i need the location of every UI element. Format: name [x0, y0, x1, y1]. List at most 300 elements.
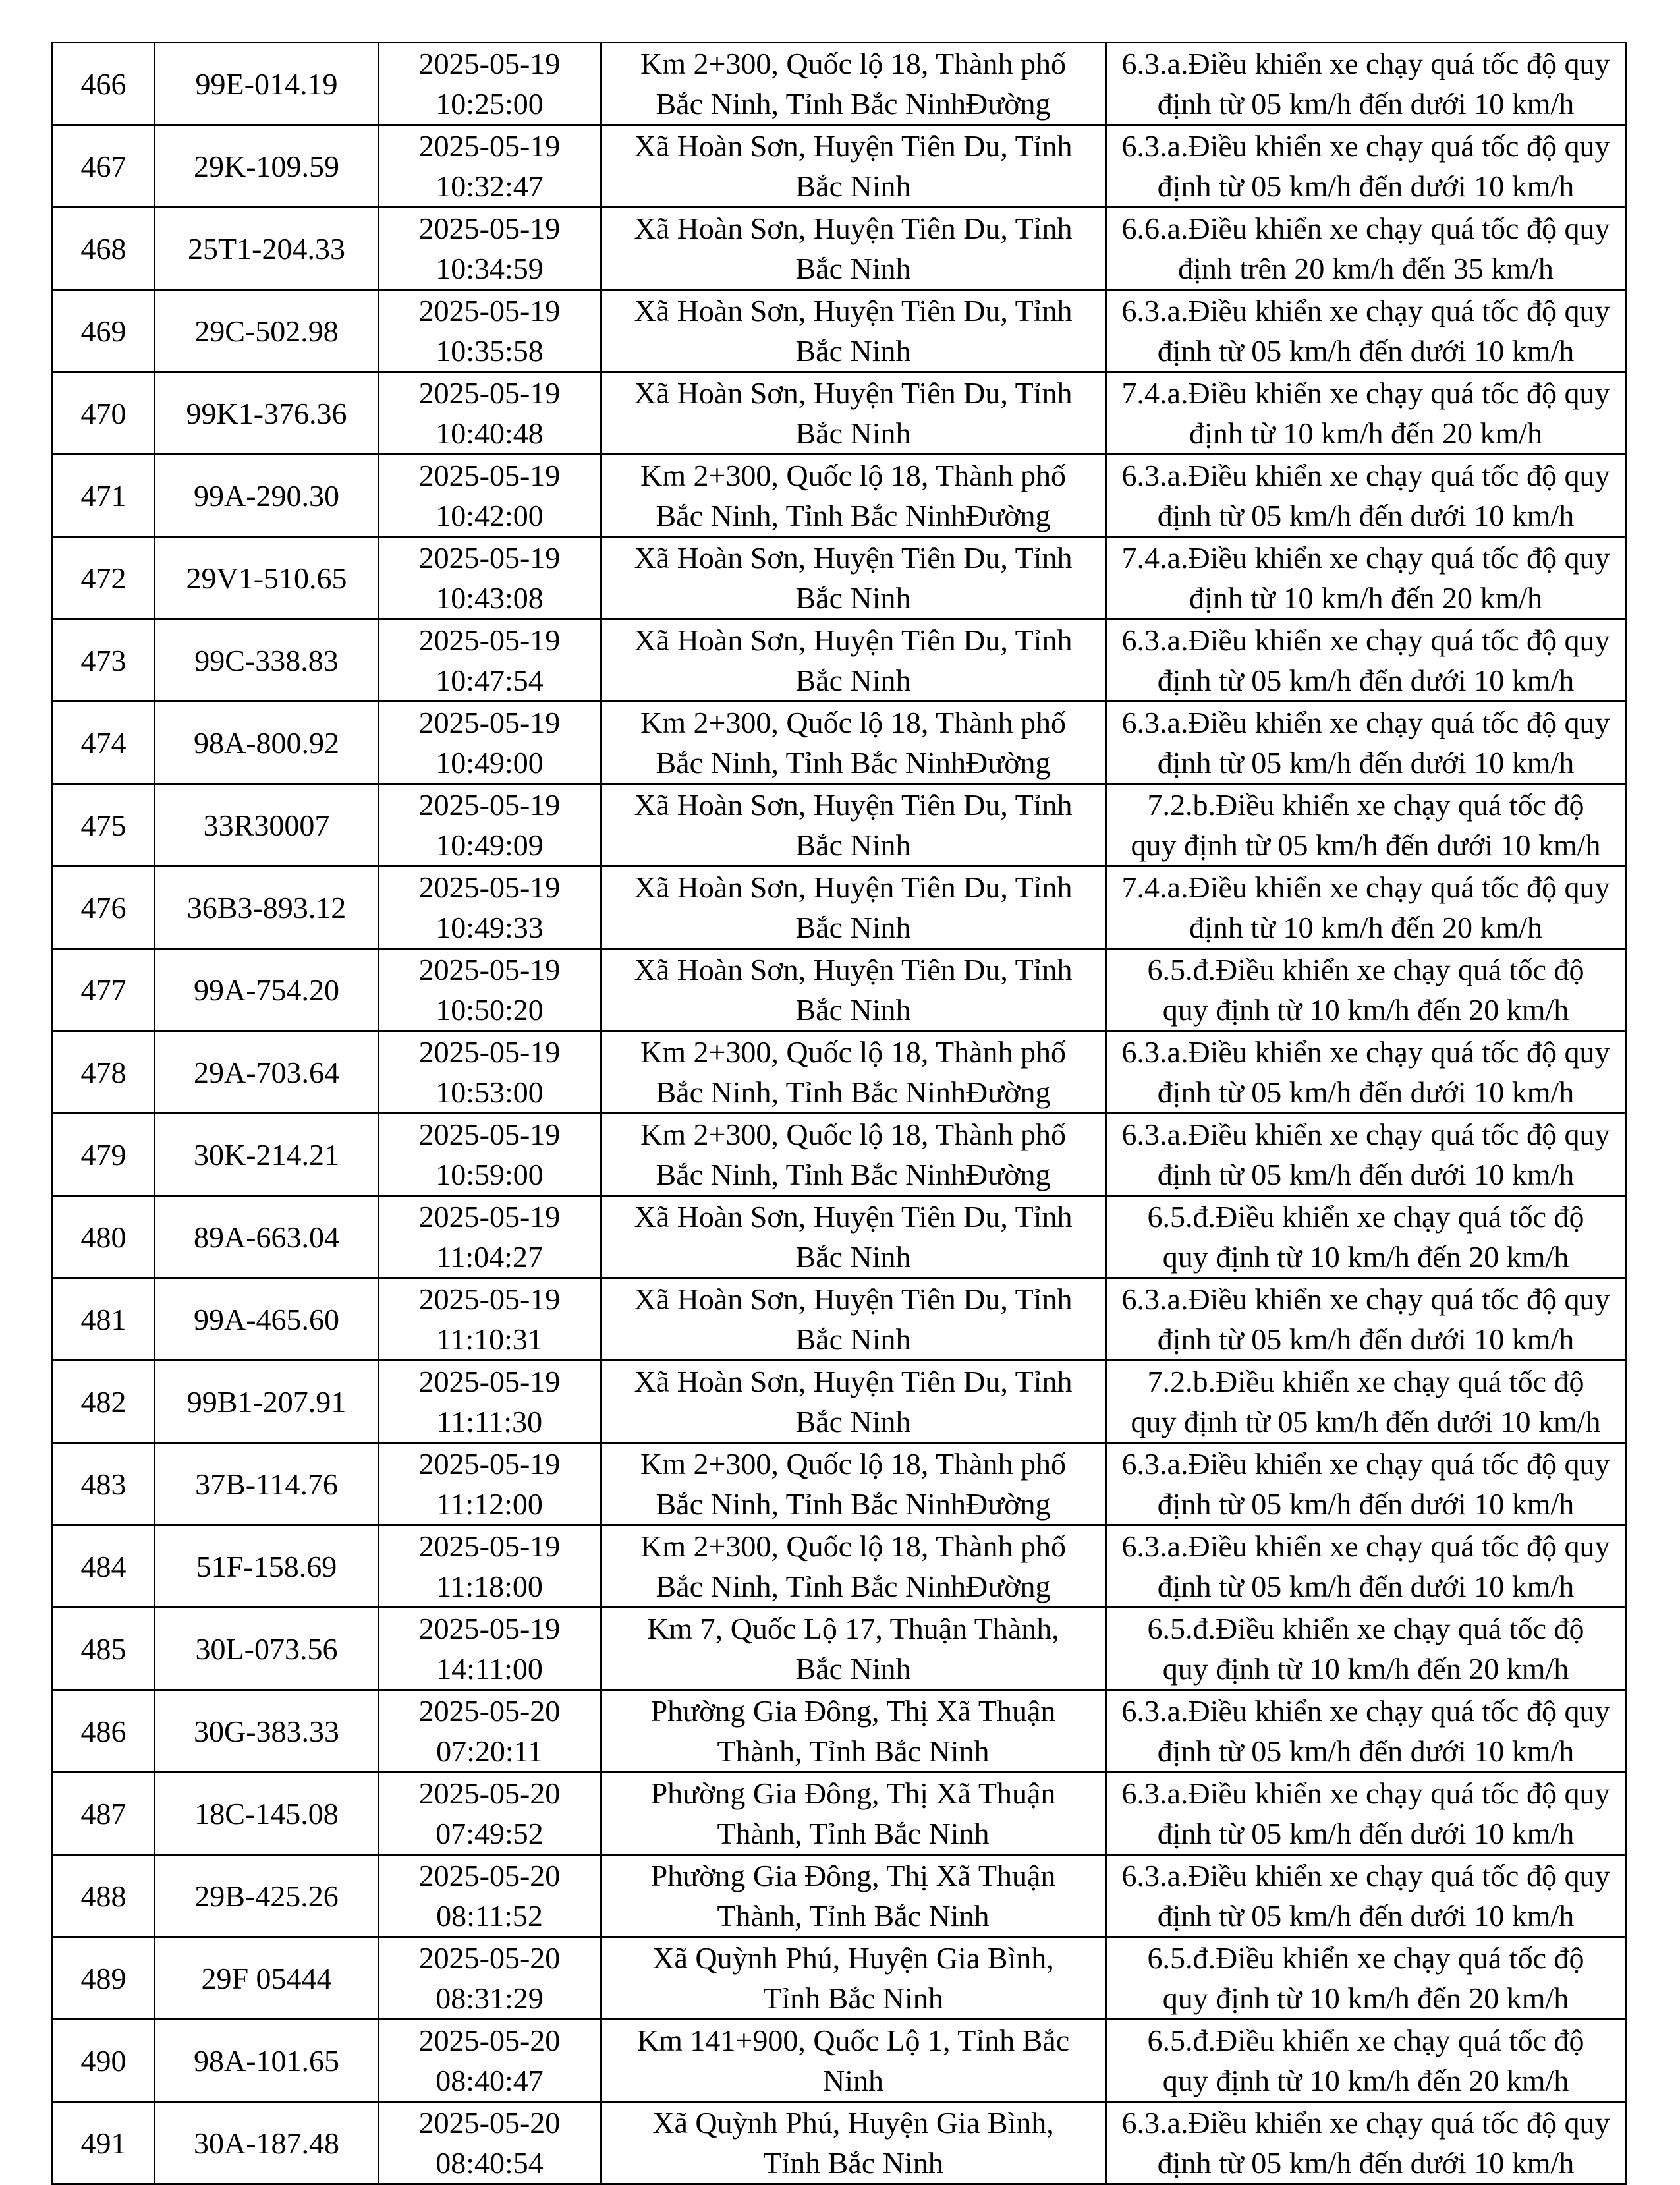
license-plate-cell: 89A-663.04: [155, 1196, 379, 1278]
row-number-cell: 490: [53, 2020, 155, 2102]
datetime-cell: [379, 1443, 601, 1525]
datetime-cell: [379, 1937, 601, 2020]
violation-line: 6.5.đ.Điều khiển xe chạy quá tốc độ: [1147, 2024, 1584, 2057]
violation-date: 2025-05-19: [418, 212, 561, 245]
violation-cell: [1106, 1443, 1626, 1525]
location-line: Bắc Ninh: [795, 1240, 911, 1274]
violation-line: 6.3.a.Điều khiển xe chạy quá tốc độ quy: [1121, 2106, 1610, 2140]
table-row: [53, 2020, 1626, 2102]
row-number-cell: 487: [53, 1773, 155, 1855]
violation-date: 2025-05-19: [418, 459, 561, 492]
violation-time: 10:34:59: [435, 252, 544, 285]
location-cell: [601, 372, 1106, 455]
location-cell: [601, 784, 1106, 866]
violation-line: 6.3.a.Điều khiển xe chạy quá tốc độ quy: [1121, 1447, 1610, 1481]
violation-cell: [1106, 372, 1626, 455]
location-line: Bắc Ninh: [795, 993, 911, 1027]
location-line: Xã Hoàn Sơn, Huyện Tiên Du, Tỉnh: [634, 623, 1073, 657]
location-cell: [601, 1525, 1106, 1608]
violation-time: 10:25:00: [435, 87, 544, 121]
violation-cell: [1106, 1855, 1626, 1937]
violation-cell: [1106, 1608, 1626, 1690]
license-plate-cell: 99A-754.20: [155, 949, 379, 1031]
violation-line: 6.5.đ.Điều khiển xe chạy quá tốc độ: [1147, 1612, 1584, 1645]
table-row: [53, 125, 1626, 208]
violation-line: 6.3.a.Điều khiển xe chạy quá tốc độ quy: [1121, 129, 1610, 163]
datetime-cell: [379, 125, 601, 208]
violation-line: 7.4.a.Điều khiển xe chạy quá tốc độ quy: [1121, 376, 1610, 410]
violation-cell: [1106, 866, 1626, 949]
violation-time: 11:04:27: [436, 1240, 543, 1274]
license-plate-cell: 99A-465.60: [155, 1278, 379, 1361]
violation-line: 6.3.a.Điều khiển xe chạy quá tốc độ quy: [1121, 1282, 1610, 1316]
location-line: Xã Hoàn Sơn, Huyện Tiên Du, Tỉnh: [634, 129, 1073, 163]
violation-date: 2025-05-20: [418, 1776, 561, 1810]
table-row: [53, 208, 1626, 290]
location-line: Bắc Ninh: [795, 252, 911, 285]
table-row: [53, 43, 1626, 125]
datetime-cell: [379, 537, 601, 619]
violation-time: 10:42:00: [435, 499, 544, 532]
violation-table-body: [53, 43, 1626, 2184]
violation-table-container: [51, 42, 1625, 2185]
violation-table: [51, 42, 1627, 2185]
violation-line: quy định từ 10 km/h đến 20 km/h: [1162, 1652, 1569, 1686]
row-number-cell: 486: [53, 1690, 155, 1773]
datetime-cell: [379, 1031, 601, 1114]
location-line: Bắc Ninh, Tỉnh Bắc NinhĐường: [656, 1158, 1051, 1191]
violation-line: 6.3.a.Điều khiển xe chạy quá tốc độ quy: [1121, 623, 1610, 657]
location-line: Bắc Ninh: [795, 664, 911, 697]
violation-line: 7.2.b.Điều khiển xe chạy quá tốc độ: [1147, 1365, 1584, 1398]
violation-line: quy định từ 10 km/h đến 20 km/h: [1162, 993, 1569, 1027]
datetime-cell: [379, 1608, 601, 1690]
violation-line: 6.3.a.Điều khiển xe chạy quá tốc độ quy: [1121, 47, 1610, 80]
location-line: Km 2+300, Quốc lộ 18, Thành phố: [640, 1529, 1067, 1563]
table-row: [53, 372, 1626, 455]
location-line: Ninh: [823, 2064, 883, 2097]
row-number-cell: 485: [53, 1608, 155, 1690]
license-plate-cell: 29F 05444: [155, 1937, 379, 2020]
violation-date: 2025-05-20: [418, 2106, 561, 2140]
table-row: [53, 1855, 1626, 1937]
violation-time: 10:59:00: [435, 1158, 544, 1191]
license-plate-cell: 30G-383.33: [155, 1690, 379, 1773]
violation-cell: [1106, 1278, 1626, 1361]
row-number-cell: 472: [53, 537, 155, 619]
violation-cell: [1106, 1114, 1626, 1196]
violation-cell: [1106, 290, 1626, 372]
datetime-cell: [379, 290, 601, 372]
violation-line: định từ 05 km/h đến dưới 10 km/h: [1157, 1075, 1575, 1109]
license-plate-cell: 98A-101.65: [155, 2020, 379, 2102]
violation-cell: [1106, 1690, 1626, 1773]
violation-date: 2025-05-19: [418, 541, 561, 575]
table-row: [53, 702, 1626, 784]
location-line: Xã Hoàn Sơn, Huyện Tiên Du, Tỉnh: [634, 541, 1073, 575]
license-plate-cell: 99E-014.19: [155, 43, 379, 125]
location-line: Xã Hoàn Sơn, Huyện Tiên Du, Tỉnh: [634, 870, 1073, 904]
violation-cell: [1106, 784, 1626, 866]
row-number-cell: 478: [53, 1031, 155, 1114]
table-row: [53, 1196, 1626, 1278]
violation-line: 6.3.a.Điều khiển xe chạy quá tốc độ quy: [1121, 1035, 1610, 1069]
license-plate-cell: 29B-425.26: [155, 1855, 379, 1937]
violation-date: 2025-05-19: [418, 1612, 561, 1645]
location-cell: [601, 2102, 1106, 2184]
row-number-cell: 473: [53, 619, 155, 702]
location-line: Tỉnh Bắc Ninh: [763, 1981, 943, 2015]
datetime-cell: [379, 372, 601, 455]
location-line: Thành, Tỉnh Bắc Ninh: [717, 1734, 990, 1768]
violation-cell: [1106, 1525, 1626, 1608]
violation-line: định từ 05 km/h đến dưới 10 km/h: [1157, 746, 1575, 780]
license-plate-cell: 29C-502.98: [155, 290, 379, 372]
datetime-cell: [379, 784, 601, 866]
violation-cell: [1106, 949, 1626, 1031]
location-cell: [601, 1031, 1106, 1114]
location-cell: [601, 1114, 1106, 1196]
violation-cell: [1106, 619, 1626, 702]
violation-line: 6.3.a.Điều khiển xe chạy quá tốc độ quy: [1121, 1859, 1610, 1892]
location-line: Bắc Ninh, Tỉnh Bắc NinhĐường: [656, 87, 1051, 121]
row-number-cell: 484: [53, 1525, 155, 1608]
location-line: Bắc Ninh, Tỉnh Bắc NinhĐường: [656, 499, 1051, 532]
violation-date: 2025-05-19: [418, 47, 561, 80]
violation-line: 7.4.a.Điều khiển xe chạy quá tốc độ quy: [1121, 870, 1610, 904]
violation-line: định từ 05 km/h đến dưới 10 km/h: [1157, 1734, 1575, 1768]
table-row: [53, 1773, 1626, 1855]
table-row: [53, 1278, 1626, 1361]
violation-date: 2025-05-19: [418, 953, 561, 986]
location-line: Xã Hoàn Sơn, Huyện Tiên Du, Tỉnh: [634, 294, 1073, 327]
location-line: Bắc Ninh: [795, 416, 911, 450]
license-plate-cell: 37B-114.76: [155, 1443, 379, 1525]
violation-time: 11:18:00: [436, 1570, 543, 1603]
violation-date: 2025-05-19: [418, 294, 561, 327]
violation-line: định từ 10 km/h đến 20 km/h: [1189, 581, 1543, 615]
violation-date: 2025-05-20: [418, 1941, 561, 1975]
license-plate-cell: 29K-109.59: [155, 125, 379, 208]
location-line: Km 2+300, Quốc lộ 18, Thành phố: [640, 47, 1067, 80]
row-number-cell: 474: [53, 702, 155, 784]
violation-time: 10:49:09: [435, 828, 544, 862]
location-line: Bắc Ninh, Tỉnh Bắc NinhĐường: [656, 746, 1051, 780]
location-cell: [601, 1443, 1106, 1525]
location-cell: [601, 1278, 1106, 1361]
violation-line: 6.5.đ.Điều khiển xe chạy quá tốc độ: [1147, 953, 1584, 986]
location-line: Xã Hoàn Sơn, Huyện Tiên Du, Tỉnh: [634, 1282, 1073, 1316]
violation-line: định từ 05 km/h đến dưới 10 km/h: [1157, 1817, 1575, 1850]
datetime-cell: [379, 1114, 601, 1196]
license-plate-cell: 99K1-376.36: [155, 372, 379, 455]
location-line: Bắc Ninh: [795, 169, 911, 203]
datetime-cell: [379, 2102, 601, 2184]
violation-line: định từ 10 km/h đến 20 km/h: [1189, 416, 1543, 450]
violation-date: 2025-05-20: [418, 1694, 561, 1728]
datetime-cell: [379, 1196, 601, 1278]
violation-line: 6.3.a.Điều khiển xe chạy quá tốc độ quy: [1121, 459, 1610, 492]
location-line: Km 141+900, Quốc Lộ 1, Tỉnh Bắc: [636, 2024, 1070, 2057]
datetime-cell: [379, 1361, 601, 1443]
violation-date: 2025-05-19: [418, 788, 561, 822]
violation-line: định từ 05 km/h đến dưới 10 km/h: [1157, 1158, 1575, 1191]
license-plate-cell: 51F-158.69: [155, 1525, 379, 1608]
location-line: Bắc Ninh: [795, 1652, 911, 1686]
violation-time: 11:12:00: [436, 1487, 543, 1521]
violation-line: định từ 05 km/h đến dưới 10 km/h: [1157, 1487, 1575, 1521]
location-line: Xã Hoàn Sơn, Huyện Tiên Du, Tỉnh: [634, 376, 1073, 410]
violation-line: 6.3.a.Điều khiển xe chạy quá tốc độ quy: [1121, 1529, 1610, 1563]
datetime-cell: [379, 949, 601, 1031]
table-row: [53, 949, 1626, 1031]
violation-time: 08:31:29: [435, 1981, 544, 2015]
location-cell: [601, 208, 1106, 290]
violation-line: 6.6.a.Điều khiển xe chạy quá tốc độ quy: [1121, 212, 1610, 245]
datetime-cell: [379, 1773, 601, 1855]
row-number-cell: 475: [53, 784, 155, 866]
location-line: Xã Hoàn Sơn, Huyện Tiên Du, Tỉnh: [634, 788, 1073, 822]
row-number-cell: 467: [53, 125, 155, 208]
violation-cell: [1106, 43, 1626, 125]
location-line: Bắc Ninh: [795, 911, 911, 944]
location-cell: [601, 1690, 1106, 1773]
violation-line: 6.3.a.Điều khiển xe chạy quá tốc độ quy: [1121, 1118, 1610, 1151]
row-number-cell: 479: [53, 1114, 155, 1196]
location-cell: [601, 866, 1106, 949]
location-line: Phường Gia Đông, Thị Xã Thuận: [650, 1859, 1056, 1892]
license-plate-cell: 99C-338.83: [155, 619, 379, 702]
row-number-cell: 470: [53, 372, 155, 455]
location-line: Xã Quỳnh Phú, Huyện Gia Bình,: [652, 2106, 1054, 2140]
violation-line: quy định từ 10 km/h đến 20 km/h: [1162, 1240, 1569, 1274]
violation-line: 6.3.a.Điều khiển xe chạy quá tốc độ quy: [1121, 294, 1610, 327]
datetime-cell: [379, 455, 601, 537]
violation-cell: [1106, 2102, 1626, 2184]
row-number-cell: 481: [53, 1278, 155, 1361]
datetime-cell: [379, 1278, 601, 1361]
location-line: Bắc Ninh, Tỉnh Bắc NinhĐường: [656, 1075, 1051, 1109]
location-line: Xã Hoàn Sơn, Huyện Tiên Du, Tỉnh: [634, 212, 1073, 245]
datetime-cell: [379, 866, 601, 949]
violation-line: quy định từ 05 km/h đến dưới 10 km/h: [1131, 1405, 1601, 1438]
location-cell: [601, 1196, 1106, 1278]
location-line: Bắc Ninh: [795, 1322, 911, 1356]
violation-line: định từ 05 km/h đến dưới 10 km/h: [1157, 334, 1575, 368]
location-line: Xã Hoàn Sơn, Huyện Tiên Du, Tỉnh: [634, 1200, 1073, 1234]
row-number-cell: 491: [53, 2102, 155, 2184]
location-line: Xã Hoàn Sơn, Huyện Tiên Du, Tỉnh: [634, 1365, 1073, 1398]
datetime-cell: [379, 702, 601, 784]
location-cell: [601, 949, 1106, 1031]
violation-cell: [1106, 537, 1626, 619]
row-number-cell: 483: [53, 1443, 155, 1525]
violation-line: định từ 05 km/h đến dưới 10 km/h: [1157, 1899, 1575, 1933]
violation-line: 6.3.a.Điều khiển xe chạy quá tốc độ quy: [1121, 1776, 1610, 1810]
location-cell: [601, 43, 1106, 125]
violation-date: 2025-05-19: [418, 706, 561, 739]
violation-cell: [1106, 1361, 1626, 1443]
violation-time: 10:40:48: [435, 416, 544, 450]
violation-cell: [1106, 208, 1626, 290]
row-number-cell: 471: [53, 455, 155, 537]
row-number-cell: 480: [53, 1196, 155, 1278]
location-line: Tỉnh Bắc Ninh: [763, 2146, 943, 2180]
violation-line: định từ 10 km/h đến 20 km/h: [1189, 911, 1543, 944]
license-plate-cell: 30A-187.48: [155, 2102, 379, 2184]
table-row: [53, 455, 1626, 537]
license-plate-cell: 98A-800.92: [155, 702, 379, 784]
location-line: Bắc Ninh: [795, 334, 911, 368]
license-plate-cell: 25T1-204.33: [155, 208, 379, 290]
datetime-cell: [379, 43, 601, 125]
location-line: Xã Quỳnh Phú, Huyện Gia Bình,: [652, 1941, 1054, 1975]
location-cell: [601, 702, 1106, 784]
license-plate-cell: 99A-290.30: [155, 455, 379, 537]
violation-line: 6.3.a.Điều khiển xe chạy quá tốc độ quy: [1121, 1694, 1610, 1728]
violation-cell: [1106, 455, 1626, 537]
table-row: [53, 1361, 1626, 1443]
violation-line: quy định từ 10 km/h đến 20 km/h: [1162, 1981, 1569, 2015]
violation-cell: [1106, 1937, 1626, 2020]
location-line: Bắc Ninh: [795, 581, 911, 615]
violation-cell: [1106, 1773, 1626, 1855]
violation-date: 2025-05-19: [418, 1282, 561, 1316]
location-cell: [601, 1773, 1106, 1855]
location-cell: [601, 125, 1106, 208]
license-plate-cell: 29A-703.64: [155, 1031, 379, 1114]
violation-date: 2025-05-20: [418, 1859, 561, 1892]
violation-line: 6.5.đ.Điều khiển xe chạy quá tốc độ: [1147, 1200, 1584, 1234]
datetime-cell: [379, 1855, 601, 1937]
row-number-cell: 466: [53, 43, 155, 125]
location-line: Phường Gia Đông, Thị Xã Thuận: [650, 1776, 1056, 1810]
violation-time: 10:49:00: [435, 746, 544, 780]
violation-cell: [1106, 1031, 1626, 1114]
datetime-cell: [379, 1525, 601, 1608]
violation-line: định từ 05 km/h đến dưới 10 km/h: [1157, 664, 1575, 697]
table-row: [53, 784, 1626, 866]
violation-cell: [1106, 2020, 1626, 2102]
violation-time: 08:40:54: [435, 2146, 544, 2180]
violation-time: 11:10:31: [436, 1322, 543, 1356]
violation-date: 2025-05-19: [418, 1118, 561, 1151]
row-number-cell: 482: [53, 1361, 155, 1443]
violation-date: 2025-05-19: [418, 1365, 561, 1398]
violation-date: 2025-05-19: [418, 1200, 561, 1234]
violation-line: quy định từ 05 km/h đến dưới 10 km/h: [1131, 828, 1601, 862]
row-number-cell: 469: [53, 290, 155, 372]
location-cell: [601, 2020, 1106, 2102]
violation-time: 08:40:47: [435, 2064, 544, 2097]
row-number-cell: 468: [53, 208, 155, 290]
location-cell: [601, 1855, 1106, 1937]
violation-date: 2025-05-20: [418, 2024, 561, 2057]
violation-date: 2025-05-19: [418, 376, 561, 410]
table-row: [53, 290, 1626, 372]
violation-line: định từ 05 km/h đến dưới 10 km/h: [1157, 2146, 1575, 2180]
violation-line: 7.4.a.Điều khiển xe chạy quá tốc độ quy: [1121, 541, 1610, 575]
table-row: [53, 1937, 1626, 2020]
table-row: [53, 1443, 1626, 1525]
table-row: [53, 866, 1626, 949]
row-number-cell: 476: [53, 866, 155, 949]
datetime-cell: [379, 1690, 601, 1773]
violation-date: 2025-05-19: [418, 1035, 561, 1069]
location-cell: [601, 1937, 1106, 2020]
violation-time: 10:47:54: [435, 664, 544, 697]
location-line: Km 7, Quốc Lộ 17, Thuận Thành,: [647, 1612, 1059, 1645]
location-cell: [601, 455, 1106, 537]
violation-time: 10:53:00: [435, 1075, 544, 1109]
location-cell: [601, 1361, 1106, 1443]
violation-line: định từ 05 km/h đến dưới 10 km/h: [1157, 169, 1575, 203]
datetime-cell: [379, 2020, 601, 2102]
location-cell: [601, 619, 1106, 702]
location-line: Bắc Ninh: [795, 1405, 911, 1438]
table-row: [53, 1690, 1626, 1773]
license-plate-cell: 33R30007: [155, 784, 379, 866]
row-number-cell: 477: [53, 949, 155, 1031]
violation-cell: [1106, 125, 1626, 208]
location-line: Phường Gia Đông, Thị Xã Thuận: [650, 1694, 1056, 1728]
table-row: [53, 2102, 1626, 2184]
violation-cell: [1106, 1196, 1626, 1278]
location-line: Km 2+300, Quốc lộ 18, Thành phố: [640, 1118, 1067, 1151]
violation-cell: [1106, 702, 1626, 784]
violation-time: 10:32:47: [435, 169, 544, 203]
datetime-cell: [379, 208, 601, 290]
table-row: [53, 1608, 1626, 1690]
violation-line: 6.3.a.Điều khiển xe chạy quá tốc độ quy: [1121, 706, 1610, 739]
violation-date: 2025-05-19: [418, 129, 561, 163]
row-number-cell: 488: [53, 1855, 155, 1937]
violation-time: 11:11:30: [436, 1405, 543, 1438]
violation-time: 07:49:52: [435, 1817, 544, 1850]
datetime-cell: [379, 619, 601, 702]
location-cell: [601, 1608, 1106, 1690]
location-line: Bắc Ninh, Tỉnh Bắc NinhĐường: [656, 1570, 1051, 1603]
location-cell: [601, 537, 1106, 619]
location-line: Km 2+300, Quốc lộ 18, Thành phố: [640, 1447, 1067, 1481]
license-plate-cell: 30K-214.21: [155, 1114, 379, 1196]
violation-time: 07:20:11: [436, 1734, 543, 1768]
location-cell: [601, 290, 1106, 372]
violation-line: 6.5.đ.Điều khiển xe chạy quá tốc độ: [1147, 1941, 1584, 1975]
license-plate-cell: 99B1-207.91: [155, 1361, 379, 1443]
location-line: Km 2+300, Quốc lộ 18, Thành phố: [640, 706, 1067, 739]
violation-time: 10:50:20: [435, 993, 544, 1027]
table-row: [53, 1114, 1626, 1196]
table-row: [53, 1031, 1626, 1114]
row-number-cell: 489: [53, 1937, 155, 2020]
location-line: Thành, Tỉnh Bắc Ninh: [717, 1899, 990, 1933]
license-plate-cell: 29V1-510.65: [155, 537, 379, 619]
violation-date: 2025-05-19: [418, 870, 561, 904]
license-plate-cell: 18C-145.08: [155, 1773, 379, 1855]
table-row: [53, 537, 1626, 619]
violation-line: định từ 05 km/h đến dưới 10 km/h: [1157, 1322, 1575, 1356]
violation-line: định từ 05 km/h đến dưới 10 km/h: [1157, 1570, 1575, 1603]
violation-line: định từ 05 km/h đến dưới 10 km/h: [1157, 87, 1575, 121]
violation-line: định trên 20 km/h đến 35 km/h: [1178, 252, 1554, 285]
license-plate-cell: 36B3-893.12: [155, 866, 379, 949]
location-line: Bắc Ninh: [795, 828, 911, 862]
license-plate-cell: 30L-073.56: [155, 1608, 379, 1690]
location-line: Xã Hoàn Sơn, Huyện Tiên Du, Tỉnh: [634, 953, 1073, 986]
location-line: Bắc Ninh, Tỉnh Bắc NinhĐường: [656, 1487, 1051, 1521]
location-line: Km 2+300, Quốc lộ 18, Thành phố: [640, 459, 1067, 492]
